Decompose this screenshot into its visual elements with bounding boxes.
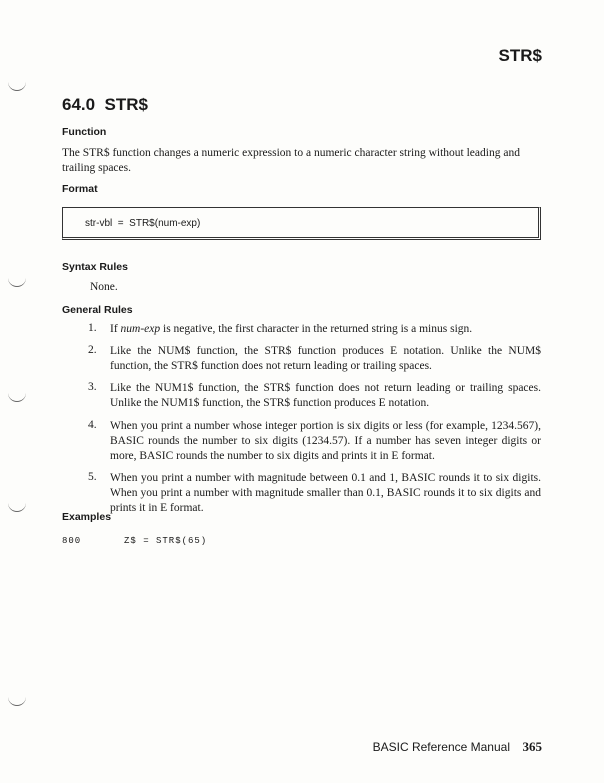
rule-text: When you print a number whose integer portion is six digits or less (for example, 1234.567), BASIC rounds the number to six digits (1234.57). If a number has seven integer digits or more, BASIC rounds the number to six digits and prints it in E format. — [110, 420, 541, 462]
rule-number: 2. — [88, 344, 97, 356]
rule-text: Like the NUM1$ function, the STR$ function does not return leading or trailing spaces. Unlike the NUM1$ function, the STR$ function produces E notation. — [110, 382, 541, 409]
syntax-rules-text: None. — [90, 281, 118, 293]
rule-number: 5. — [88, 471, 97, 483]
page-header-title: STR$ — [498, 46, 542, 65]
rule-emphasis: num-exp — [120, 323, 161, 335]
function-description: The STR$ function changes a numeric expression to a numeric character string without leading and trailing spaces. — [62, 147, 520, 174]
example-line-number: 800 — [62, 536, 82, 546]
footer-page-number: 365 — [522, 739, 542, 754]
general-rules-heading: General Rules — [62, 304, 133, 316]
rule-text: If num-exp is negative, the first character in the returned string is a minus sign. — [110, 323, 473, 335]
format-heading: Format — [62, 183, 98, 195]
rule-text: Like the NUM$ function, the STR$ function produces E notation. Unlike the NUM$ function, the STR$ function does not return leading or trailing spaces. — [110, 345, 541, 372]
rule-text: When you print a number with magnitude between 0.1 and 1, BASIC rounds it to six digits. When you print a number with magnitude smaller than 0.1, BASIC rounds it to six digits and prints it in E format. — [110, 472, 541, 514]
binding-hole-mark — [8, 503, 26, 512]
format-syntax: str-vbl = STR$(num-exp) — [85, 218, 201, 229]
rule-number: 1. — [88, 322, 97, 334]
rule-number: 4. — [88, 419, 97, 431]
binding-hole-mark — [8, 393, 26, 402]
binding-hole-mark — [8, 697, 26, 706]
rule-number: 3. — [88, 381, 97, 393]
format-box — [62, 207, 541, 240]
syntax-rules-heading: Syntax Rules — [62, 261, 128, 273]
binding-hole-mark — [8, 82, 26, 91]
binding-hole-mark — [8, 278, 26, 287]
footer-manual-title: BASIC Reference Manual — [372, 740, 510, 754]
examples-heading: Examples — [62, 511, 112, 523]
example-code: Z$ = STR$(65) — [124, 536, 208, 546]
function-heading: Function — [62, 126, 107, 138]
section-title: 64.0 STR$ — [62, 95, 148, 114]
